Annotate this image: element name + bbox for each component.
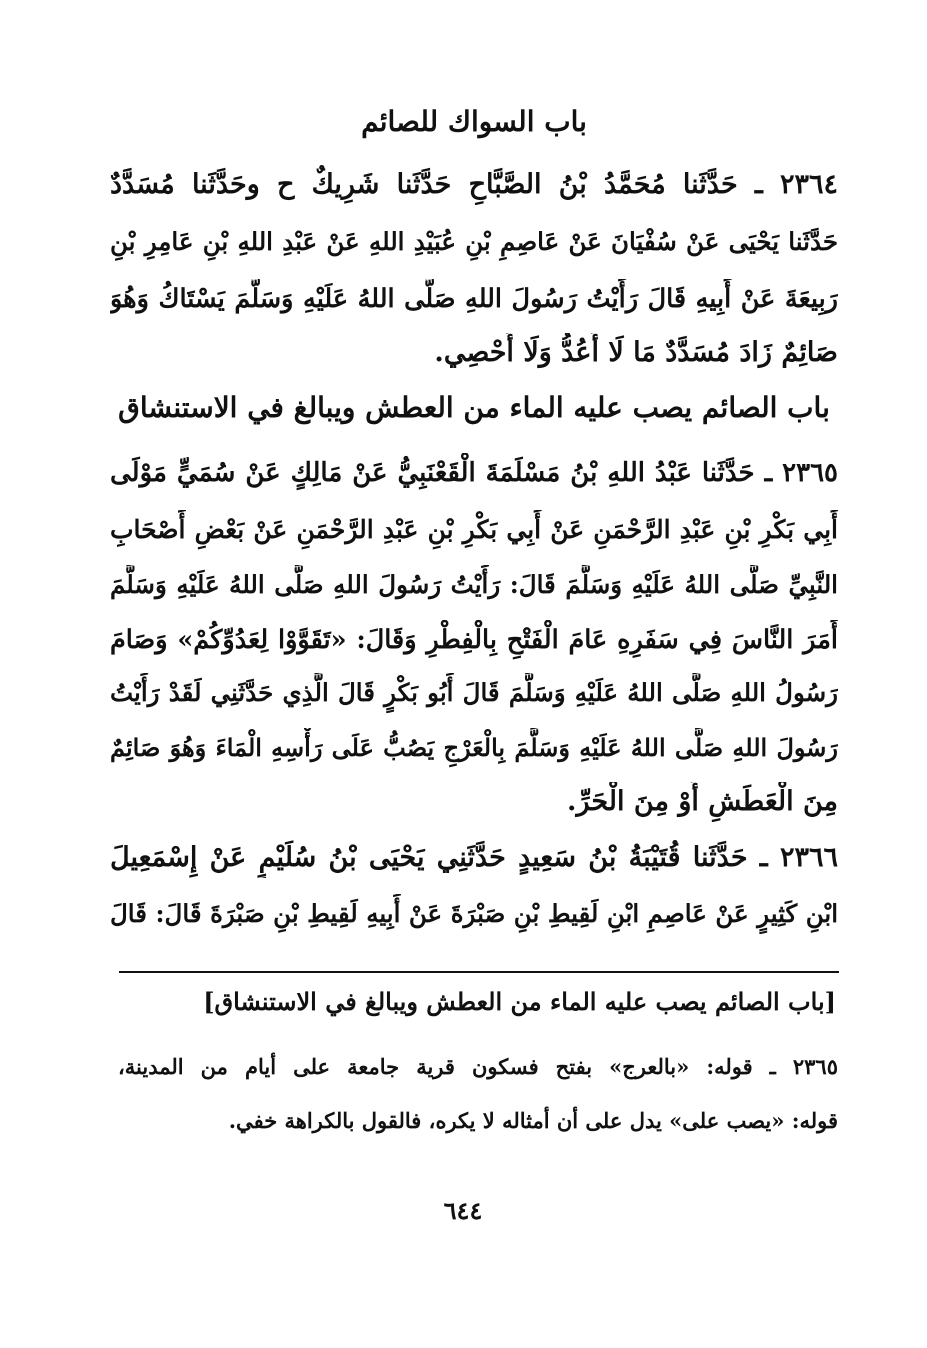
hadith-2365-line-6: رَسُولَ اللهِ صَلَّى اللهُ عَلَيْهِ وَسَلَّمَ بِالْعَرْجِ يَصُبُّ عَلَى رَأْسِهِ الْمَاءَ وَهُوَ صَائِمٌ (110, 733, 838, 762)
hadith-2364-line-1: ٢٣٦٤ ـ حَدَّثَنا مُحَمَّدُ بْنُ الصَّبَّاحِ حَدَّثَنا شَرِيكٌ ح وحَدَّثَنا مُسَدَّدٌ (110, 169, 838, 200)
hadith-2364-line-3: رَبِيعَةَ عَنْ أَبِيهِ قَالَ رَأَيْتُ رَسُولَ اللهِ صَلَّى اللهُ عَلَيْهِ وَسَلَّمَ يَسْتَاكُ وَهُوَ (110, 284, 838, 314)
hadith-2366-line-2: ابْنِ كَثِيرٍ عَنْ عَاصِمِ ابْنِ لَقِيطِ بْنِ صَبْرَةَ عَنْ أَبِيهِ لَقِيطِ بْنِ صَبْرَةَ قَالَ: قَالَ (110, 899, 838, 928)
footnote-line-2: قوله: «يصب على» يدل على أن أمثاله لا يكره، فالقول بالكراهة خفي. (228, 1108, 838, 1133)
hadith-2365-line-4: أَمَرَ النَّاسَ فِي سَفَرِهِ عَامَ الْفَتْحِ بِالْفِطْرِ وَقَالَ: «تَقَوَّوْا لِعَدُوِّكُمْ» وَصَامَ (110, 625, 838, 655)
chapter-heading-fasting-water: باب الصائم يصب عليه الماء من العطش ويبالغ في الاستنشاق (118, 391, 830, 424)
hadith-2365-line-2: أَبِي بَكْرِ بْنِ عَبْدِ الرَّحْمَنِ عَنْ أَبِي بَكْرِ بْنِ عَبْدِ الرَّحْمَنِ عَنْ بَعْضِ أَصْحَابِ (110, 515, 838, 544)
chapter-heading-siwak: باب السواك للصائم (361, 105, 587, 138)
hadith-2365-line-5: رَسُولُ اللهِ صَلَّى اللهُ عَلَيْهِ وَسَلَّمَ قَالَ أَبُو بَكْرٍ قَالَ الَّذِي حَدَّثَنِي لَقَدْ رَأَيْتُ (110, 678, 838, 707)
page-number: ٦٤٤ (443, 1196, 483, 1225)
hadith-2365-line-1: ٢٣٦٥ ـ حَدَّثَنا عَبْدُ اللهِ بْنُ مَسْلَمَةَ الْقَعْنَبِيُّ عَنْ مَالِكٍ عَنْ سُمَيٍّ مَوْلَى (110, 458, 838, 488)
hadith-2364-line-2: حَدَّثَنا يَحْيَى عَنْ سُفْيَانَ عَنْ عَاصِمِ بْنِ عُبَيْدِ اللهِ عَنْ عَبْدِ اللهِ بْنِ عَامِرِ بْنِ (110, 227, 838, 256)
hadith-2365-line-7: مِنَ الْعَطَشِ أَوْ مِنَ الْحَرِّ. (567, 786, 838, 817)
footnote-divider (119, 971, 839, 973)
footnote-line-1: ٢٣٦٥ ـ قوله: «بالعرج» بفتح فسكون قرية جامعة على أيام من المدينة، (118, 1054, 838, 1079)
hadith-2366-line-1: ٢٣٦٦ ـ حَدَّثَنا قُتَيْبَةُ بْنُ سَعِيدٍ حَدَّثَنِي يَحْيَى بْنُ سُلَيْمٍ عَنْ إِسْمَعِيلَ (110, 842, 838, 873)
hadith-2364-line-4: صَائِمٌ زَادَ مُسَدَّدٌ مَا لَا أَعُدُّ وَلَا أُحْصِي. (434, 337, 838, 368)
footnote-heading: [باب الصائم يصب عليه الماء من العطش ويبالغ في الاستنشاق] (203, 987, 836, 1016)
hadith-2365-line-3: النَّبِيِّ صَلَّى اللهُ عَلَيْهِ وَسَلَّمَ قَالَ: رَأَيْتُ رَسُولَ اللهِ صَلَّى اللهُ عَلَيْهِ وَسَلَّمَ (110, 570, 838, 599)
